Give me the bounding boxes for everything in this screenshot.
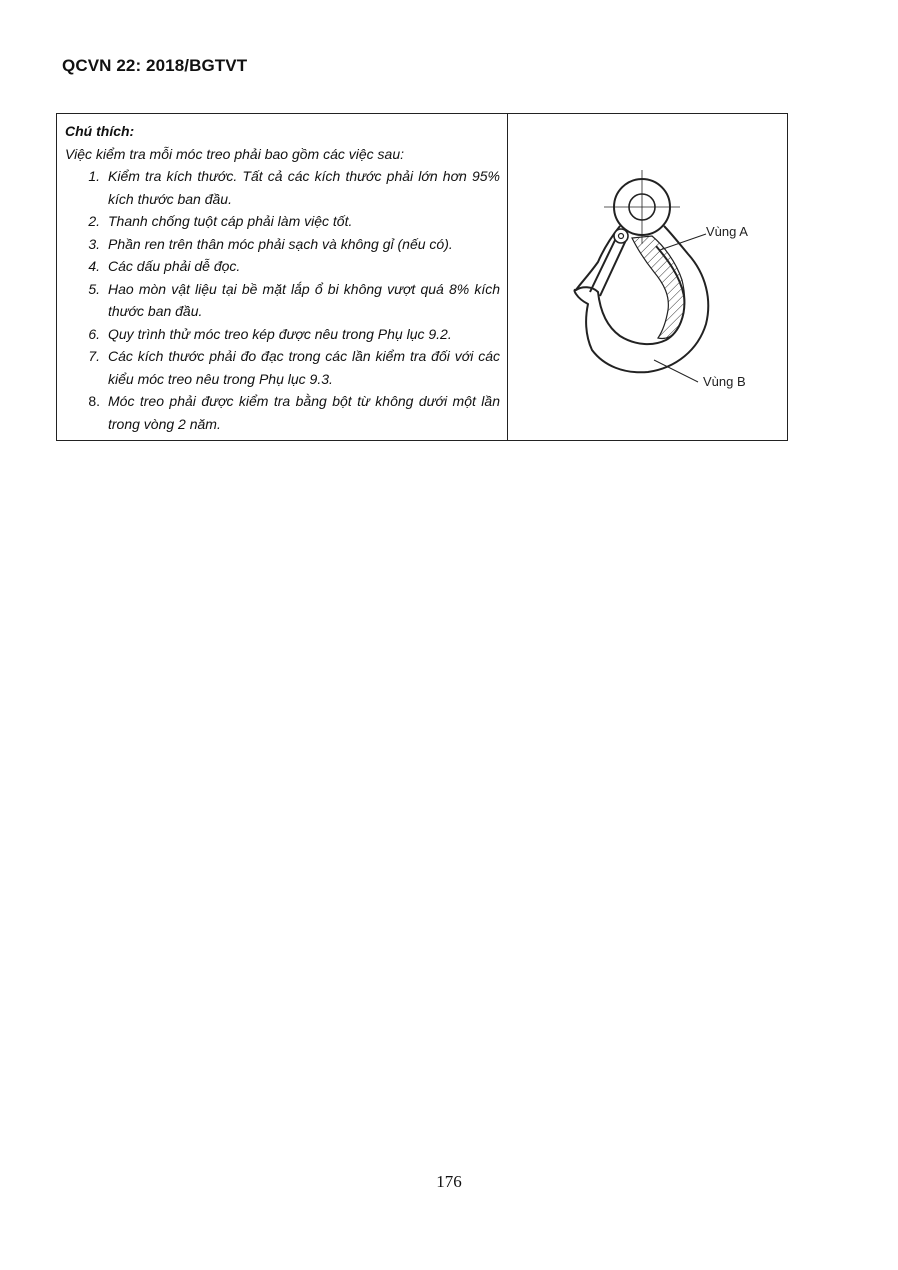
zone-b-label: Vùng B [703, 374, 746, 389]
list-item-text: Hao mòn vật liệu tại bề mặt lắp ổ bi không vượt quá 8% kích thước ban đầu. [108, 280, 500, 319]
list-item [65, 345, 500, 390]
list-item-text: Kiểm tra kích thước. Tất cả các kích thước phải lớn hơn 95% kích thước ban đầu. [108, 168, 500, 207]
list-item [65, 255, 500, 278]
list-item-number: 5. [88, 280, 100, 297]
list-item-text: Thanh chống tuột cáp phải làm việc tốt. [108, 213, 353, 229]
zone-a-label: Vùng A [706, 224, 748, 239]
list-item-text: Các kích thước phải đo đạc trong các lần kiểm tra đối với các kiểu móc treo nêu trong Phụ lục 9.3. [108, 348, 500, 387]
list-item-number: 3. [88, 235, 100, 252]
list-item [65, 210, 500, 233]
list-item-number: 6. [88, 325, 100, 342]
list-item-text: Các dấu phải dễ đọc. [108, 258, 241, 274]
notes-intro: Việc kiểm tra mỗi móc treo phải bao gồm các việc sau: [65, 145, 405, 162]
list-item [65, 165, 500, 210]
notes-table [56, 113, 788, 441]
list-item-number: 1. [88, 168, 100, 184]
notes-title: Chú thích: [65, 123, 135, 139]
list-item [65, 323, 500, 346]
list-item-number: 7. [88, 348, 100, 364]
page-number: 176 [436, 1172, 462, 1191]
list-item-text: Phần ren trên thân móc phải sạch và không gỉ (nếu có). [108, 235, 453, 252]
hook-diagram [508, 114, 788, 440]
zone-a-hatch [632, 236, 685, 339]
list-item [65, 278, 500, 323]
list-item [65, 233, 500, 256]
list-item-number: 4. [88, 258, 100, 274]
list-item-text: Quy trình thử móc treo kép được nêu trong Phụ lục 9.2. [108, 325, 452, 342]
document-code-header: QCVN 22: 2018/BGTVT [62, 56, 248, 75]
list-item-number: 8. [88, 393, 100, 409]
notes-cell [57, 114, 508, 440]
list-item-text: Móc treo phải được kiểm tra bằng bột từ không dưới một lần trong vòng 2 năm. [108, 393, 500, 432]
list-item [65, 390, 500, 435]
notes-list [65, 165, 500, 435]
figure-cell [508, 114, 787, 440]
list-item-number: 2. [88, 213, 100, 229]
safety-latch [590, 229, 628, 296]
